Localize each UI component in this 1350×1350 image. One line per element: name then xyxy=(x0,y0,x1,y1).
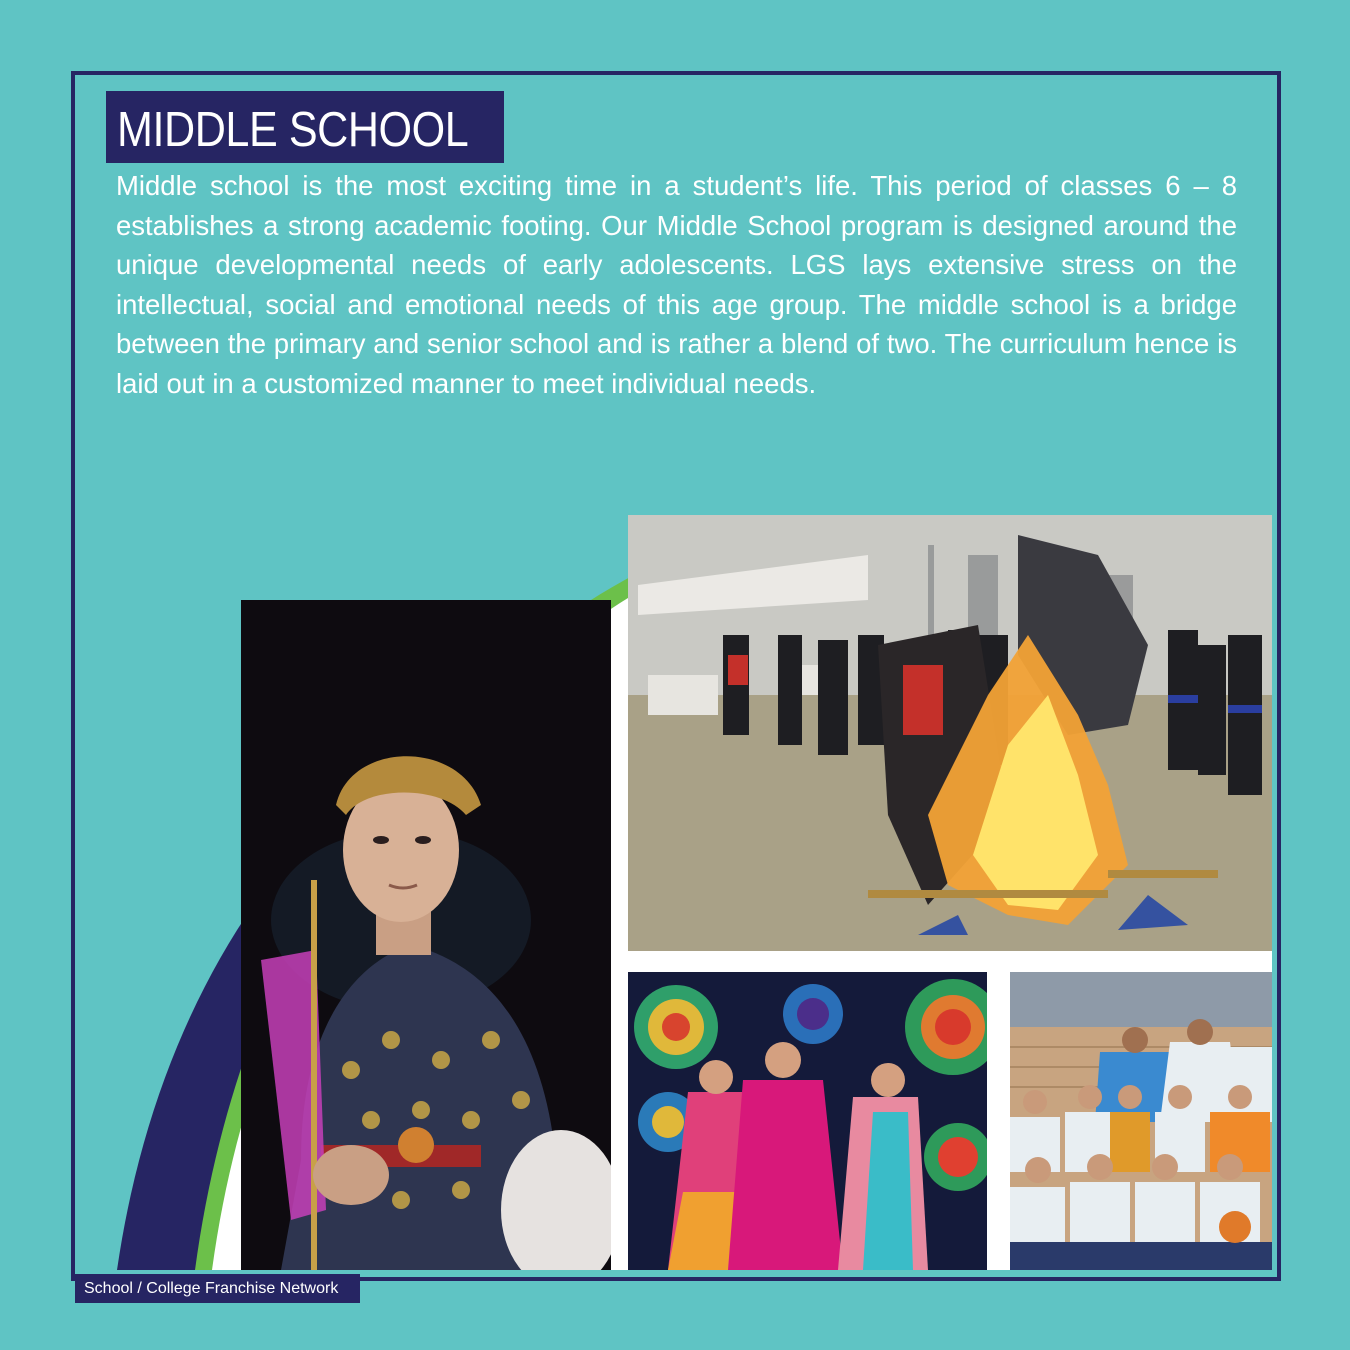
page-title: MIDDLE SCHOOL xyxy=(117,103,469,157)
photo-martial-arts xyxy=(628,515,1272,951)
photo-student-group xyxy=(1010,972,1272,1270)
intro-paragraph: Middle school is the most exciting time in a student’s life. This period of classes 6 – 8 establishes a strong academic footing. Our Middle School program is designed around the unique developmental needs of early adolescents. LGS lays extensive stress on the intellectual, social and emotional needs of this age group. The middle school is a bridge between the primary and senior school and is rather a blend of two. The curriculum hence is laid out in a customized manner to meet individual needs. xyxy=(116,170,1237,399)
photo-costume-student xyxy=(241,600,611,1270)
photo-stage-dancers xyxy=(628,972,987,1270)
footer-label: School / College Franchise Network xyxy=(75,1274,360,1303)
